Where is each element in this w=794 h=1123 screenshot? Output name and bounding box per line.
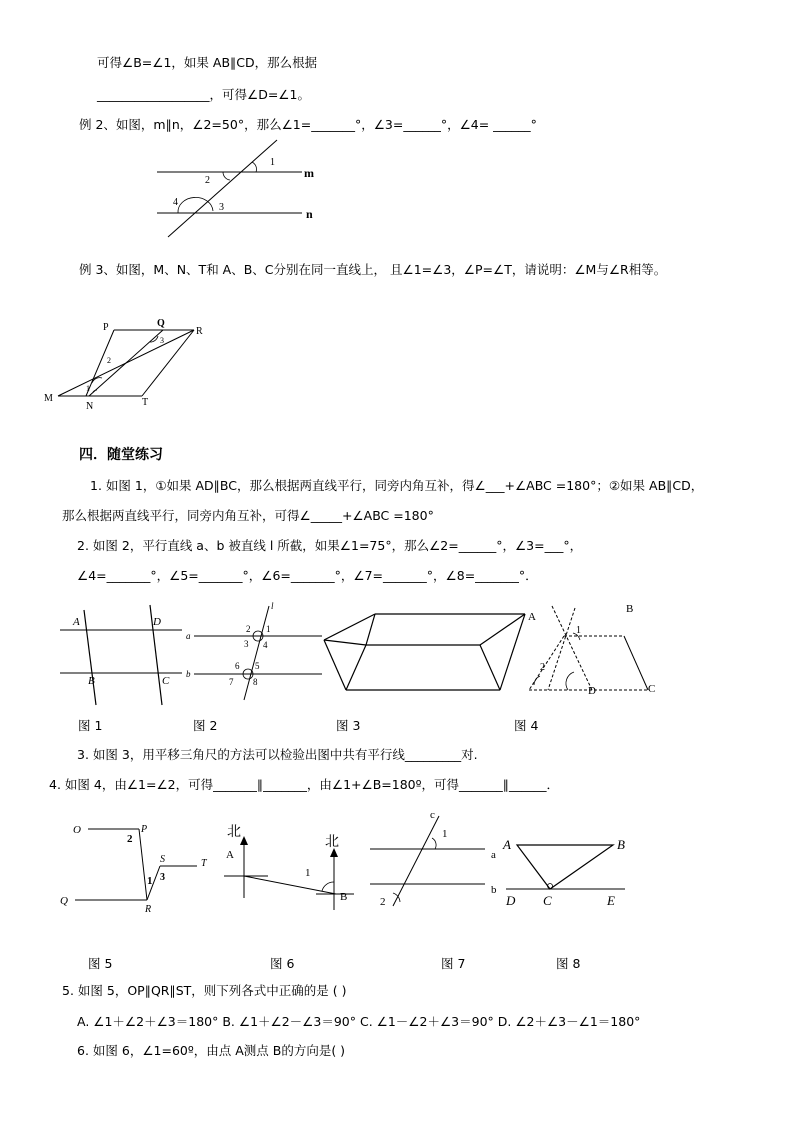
- text-line-2: __________________，可得∠D=∠1。: [97, 87, 310, 102]
- svg-text:E: E: [607, 893, 615, 908]
- svg-text:D: D: [153, 616, 161, 628]
- label-R: R: [196, 326, 203, 337]
- svg-text:A: A: [73, 616, 80, 628]
- caption-fig-1: 图 1: [78, 718, 103, 733]
- label-P: P: [103, 322, 109, 333]
- svg-text:P: P: [141, 824, 148, 835]
- svg-text:4: 4: [263, 640, 268, 650]
- svg-text:B: B: [340, 891, 348, 903]
- figure-6: [224, 824, 354, 910]
- svg-text:B: B: [626, 603, 634, 615]
- question-4-text: 4. 如图 4，由∠1=∠2，可得_______∥_______，由∠1+∠B=180º，可得_______∥______．: [49, 777, 560, 792]
- svg-text:C: C: [648, 683, 656, 695]
- label-M: M: [44, 393, 53, 404]
- svg-text:O: O: [73, 824, 81, 836]
- svg-text:b: b: [491, 884, 497, 896]
- question-1-line-2: 那么根据两直线平行，同旁内角互补，可得∠_____+∠ABC =180°: [62, 508, 434, 523]
- svg-text:A: A: [226, 849, 234, 861]
- caption-fig-7: 图 7: [441, 956, 466, 971]
- svg-text:2: 2: [246, 624, 251, 634]
- label-angle-4: 4: [173, 197, 178, 208]
- question-6-text: 6. 如图 6，∠1=60º，由点 A测点 B的方向是( ): [77, 1043, 346, 1058]
- fig3-label-A: A: [528, 611, 536, 623]
- svg-text:3: 3: [160, 872, 165, 883]
- svg-text:l: l: [271, 601, 274, 611]
- figure-8: [502, 837, 625, 908]
- svg-text:1: 1: [442, 828, 448, 840]
- caption-fig-8: 图 8: [556, 956, 581, 971]
- example-2-text: 例 2、如图，m∥n，∠2=50°，那么∠1=_______°，∠3=______°，∠4= ______°: [79, 117, 537, 132]
- svg-text:2: 2: [127, 833, 133, 845]
- svg-text:S: S: [160, 854, 165, 865]
- label-angle-2: 2: [107, 356, 111, 365]
- label-angle-2: 2: [205, 175, 210, 186]
- caption-fig-3: 图 3: [336, 718, 361, 733]
- svg-text:1: 1: [266, 624, 271, 634]
- svg-text:5: 5: [255, 661, 260, 671]
- label-m: m: [304, 166, 314, 180]
- svg-text:1: 1: [305, 867, 311, 879]
- label-angle-3: 3: [160, 336, 164, 345]
- label-angle-1: 1: [86, 384, 90, 393]
- svg-text:北: 北: [227, 825, 241, 840]
- svg-text:R: R: [145, 904, 152, 915]
- example-3-text: 例 3、如图，M、N、T和 A、B、C分别在同一直线上， 且∠1=∠3，∠P=∠T，请说明：∠M与∠R相等。: [79, 262, 667, 277]
- label-n: n: [306, 207, 313, 221]
- section-heading: 四．随堂练习: [79, 447, 163, 463]
- caption-fig-5: 图 5: [88, 956, 113, 971]
- svg-text:8: 8: [253, 677, 258, 687]
- svg-text:3: 3: [244, 639, 249, 649]
- svg-text:c: c: [430, 809, 435, 821]
- svg-text:A: A: [503, 837, 511, 852]
- svg-text:B: B: [88, 675, 95, 687]
- svg-text:B: B: [617, 837, 625, 852]
- svg-text:7: 7: [229, 677, 234, 687]
- svg-text:D: D: [506, 893, 516, 908]
- question-1-line-1: 1. 如图 1，①如果 AD∥BC，那么根据两直线平行，同旁内角互补，得∠___+∠ABC =180°；②如果 AB∥CD，: [90, 478, 704, 493]
- svg-text:1: 1: [576, 625, 581, 636]
- svg-text:C: C: [162, 675, 170, 687]
- svg-text:北: 北: [325, 835, 339, 850]
- question-3-text: 3. 如图 3，用平移三角尺的方法可以检验出图中共有平行线_________对.: [77, 747, 478, 762]
- figure-5: [60, 824, 208, 915]
- question-5-options: A. ∠1＋∠2＋∠3＝180° B. ∠1＋∠2－∠3＝90° C. ∠1－∠2＋∠3＝90° D. ∠2＋∠3－∠1＝180°: [77, 1014, 641, 1029]
- figure-7: [370, 809, 497, 908]
- svg-text:6: 6: [235, 661, 240, 671]
- label-N: N: [86, 401, 94, 412]
- question-2-line-1: 2. 如图 2，平行直线 a、b 被直线 l 所截，如果∠1=75°，那么∠2=______°，∠3=___°，: [77, 538, 583, 553]
- svg-text:T: T: [201, 858, 207, 869]
- svg-text:a: a: [186, 631, 191, 641]
- svg-text:C: C: [543, 893, 552, 908]
- text-line-1: 可得∠B=∠1，如果 AB∥CD，那么根据: [97, 55, 318, 70]
- label-T: T: [142, 397, 149, 408]
- svg-text:2: 2: [540, 662, 545, 673]
- svg-text:1: 1: [147, 875, 153, 887]
- question-2-line-2: ∠4=_______°，∠5=_______°，∠6=_______°，∠7=_______°，∠8=_______°．: [77, 568, 538, 583]
- label-Q: Q: [157, 318, 165, 329]
- label-angle-1: 1: [270, 157, 275, 168]
- svg-text:D: D: [588, 685, 596, 697]
- svg-text:b: b: [186, 669, 191, 679]
- question-5-text: 5. 如图 5，OP∥QR∥ST，则下列各式中正确的是 ( ): [62, 983, 347, 998]
- caption-fig-4: 图 4: [514, 718, 539, 733]
- svg-text:Q: Q: [60, 895, 68, 907]
- label-angle-3: 3: [219, 202, 224, 213]
- caption-fig-2: 图 2: [193, 718, 218, 733]
- svg-text:2: 2: [380, 896, 386, 908]
- svg-text:a: a: [491, 849, 496, 861]
- caption-fig-6: 图 6: [270, 956, 295, 971]
